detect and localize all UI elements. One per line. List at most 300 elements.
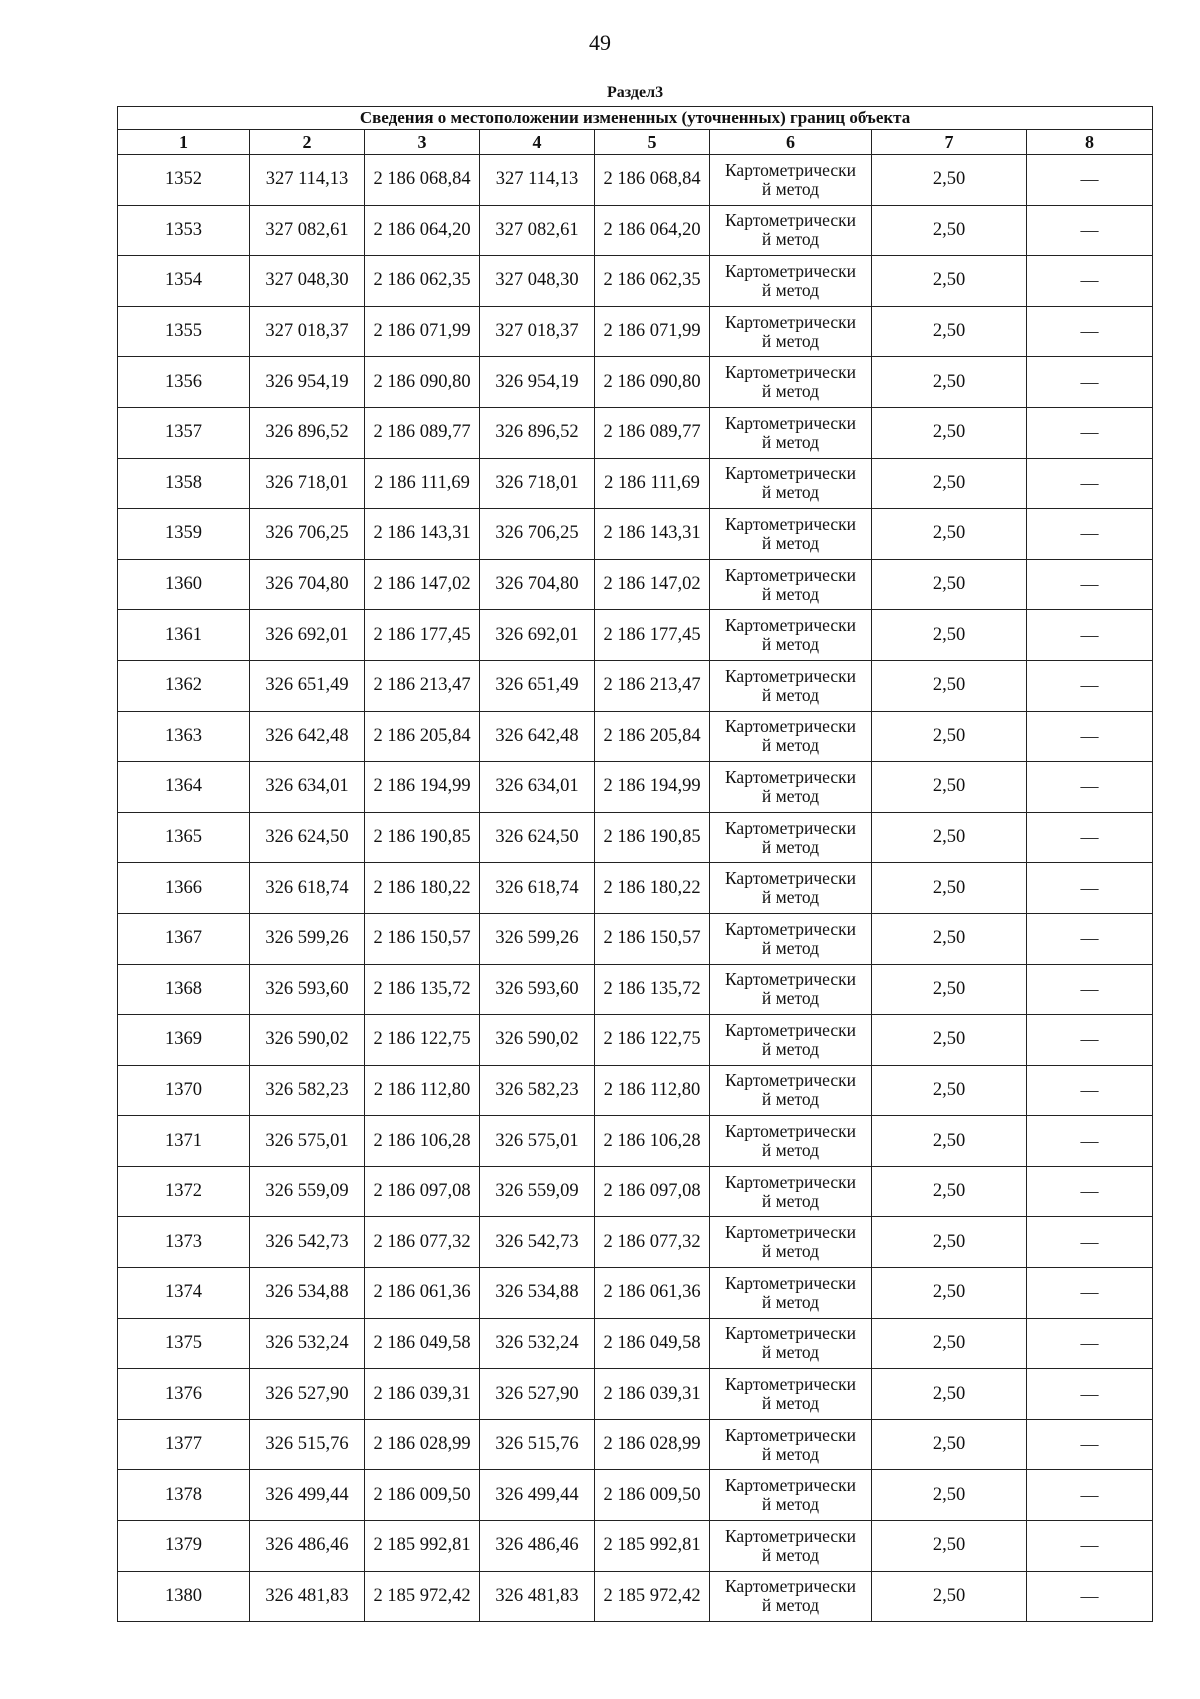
coord-cell: 326 527,90 bbox=[250, 1369, 365, 1420]
note-cell: — bbox=[1027, 711, 1153, 762]
coord-cell: 327 114,13 bbox=[250, 155, 365, 206]
table-row bbox=[118, 306, 1153, 357]
table-row bbox=[118, 1521, 1153, 1572]
method-line: й метод bbox=[761, 583, 820, 604]
table-row bbox=[118, 1369, 1153, 1420]
method-line: Картометрически bbox=[724, 1070, 857, 1091]
note-cell: — bbox=[1027, 407, 1153, 458]
note-cell: — bbox=[1027, 256, 1153, 307]
coord-cell: 2 186 097,08 bbox=[595, 1166, 710, 1217]
table-row bbox=[118, 610, 1153, 661]
coord-cell: 2 186 205,84 bbox=[595, 711, 710, 762]
method-cell bbox=[710, 610, 872, 661]
accuracy-cell: 2,50 bbox=[872, 306, 1027, 357]
coord-cell: 2 186 122,75 bbox=[365, 1015, 480, 1066]
coord-cell: 326 515,76 bbox=[250, 1419, 365, 1470]
method-line: й метод bbox=[761, 937, 820, 958]
coord-cell: 2 186 180,22 bbox=[595, 863, 710, 914]
point-number: 1368 bbox=[118, 964, 250, 1015]
method-line: й метод bbox=[761, 1038, 820, 1059]
table-row bbox=[118, 660, 1153, 711]
coord-cell: 326 599,26 bbox=[480, 913, 595, 964]
note-cell: — bbox=[1027, 660, 1153, 711]
coord-cell: 326 593,60 bbox=[480, 964, 595, 1015]
method-cell bbox=[710, 256, 872, 307]
method-line: й метод bbox=[761, 785, 820, 806]
coord-cell: 326 651,49 bbox=[250, 660, 365, 711]
accuracy-cell: 2,50 bbox=[872, 205, 1027, 256]
method-line: й метод bbox=[761, 1291, 820, 1312]
coord-cell: 2 186 039,31 bbox=[365, 1369, 480, 1420]
note-cell: — bbox=[1027, 913, 1153, 964]
coord-cell: 2 186 150,57 bbox=[365, 913, 480, 964]
coord-cell: 326 499,44 bbox=[250, 1470, 365, 1521]
coord-cell: 327 048,30 bbox=[250, 256, 365, 307]
method-line: й метод bbox=[761, 330, 820, 351]
method-line: Картометрически bbox=[724, 1576, 857, 1597]
coord-cell: 326 515,76 bbox=[480, 1419, 595, 1470]
table-row bbox=[118, 155, 1153, 206]
method-line: Картометрически bbox=[724, 665, 857, 686]
note-cell: — bbox=[1027, 610, 1153, 661]
table-row bbox=[118, 1166, 1153, 1217]
method-cell bbox=[710, 509, 872, 560]
point-number: 1355 bbox=[118, 306, 250, 357]
method-cell bbox=[710, 1065, 872, 1116]
method-line: Картометрически bbox=[724, 766, 857, 787]
method-line: Картометрически bbox=[724, 513, 857, 534]
coord-cell: 326 634,01 bbox=[250, 762, 365, 813]
coord-cell: 326 527,90 bbox=[480, 1369, 595, 1420]
coord-cell: 2 186 068,84 bbox=[595, 155, 710, 206]
accuracy-cell: 2,50 bbox=[872, 711, 1027, 762]
coord-cell: 326 534,88 bbox=[250, 1268, 365, 1319]
table-row bbox=[118, 1217, 1153, 1268]
table-row bbox=[118, 509, 1153, 560]
table-row bbox=[118, 1318, 1153, 1369]
method-line: й метод bbox=[761, 1089, 820, 1110]
coord-cell: 326 618,74 bbox=[480, 863, 595, 914]
method-line: Картометрически bbox=[724, 1374, 857, 1395]
note-cell: — bbox=[1027, 306, 1153, 357]
coord-cell: 2 186 143,31 bbox=[595, 509, 710, 560]
method-cell bbox=[710, 1116, 872, 1167]
note-cell: — bbox=[1027, 1470, 1153, 1521]
method-line: й метод bbox=[761, 1494, 820, 1515]
table-row bbox=[118, 711, 1153, 762]
accuracy-cell: 2,50 bbox=[872, 1217, 1027, 1268]
coord-cell: 2 186 028,99 bbox=[595, 1419, 710, 1470]
table-row bbox=[118, 913, 1153, 964]
coord-cell: 326 692,01 bbox=[480, 610, 595, 661]
coord-cell: 2 186 028,99 bbox=[365, 1419, 480, 1470]
coord-cell: 2 186 009,50 bbox=[365, 1470, 480, 1521]
coord-cell: 326 642,48 bbox=[250, 711, 365, 762]
note-cell: — bbox=[1027, 357, 1153, 408]
method-line: Картометрически bbox=[724, 311, 857, 332]
coord-cell: 2 186 135,72 bbox=[595, 964, 710, 1015]
point-number: 1358 bbox=[118, 458, 250, 509]
note-cell: — bbox=[1027, 1166, 1153, 1217]
coord-cell: 2 186 106,28 bbox=[365, 1116, 480, 1167]
coord-cell: 2 186 064,20 bbox=[595, 205, 710, 256]
column-number: 8 bbox=[1027, 130, 1153, 155]
table-row bbox=[118, 762, 1153, 813]
method-line: Картометрически bbox=[724, 716, 857, 737]
method-line: Картометрически bbox=[724, 1525, 857, 1546]
accuracy-cell: 2,50 bbox=[872, 1571, 1027, 1622]
point-number: 1353 bbox=[118, 205, 250, 256]
method-line: й метод bbox=[761, 381, 820, 402]
accuracy-cell: 2,50 bbox=[872, 1419, 1027, 1470]
point-number: 1352 bbox=[118, 155, 250, 206]
method-cell bbox=[710, 1015, 872, 1066]
table-row bbox=[118, 1116, 1153, 1167]
coord-cell: 2 186 112,80 bbox=[365, 1065, 480, 1116]
table-title: Сведения о местоположении измененных (уточненных) границ объекта bbox=[118, 107, 1153, 130]
coord-cell: 2 186 061,36 bbox=[365, 1268, 480, 1319]
coord-cell: 326 954,19 bbox=[480, 357, 595, 408]
coord-cell: 2 186 213,47 bbox=[595, 660, 710, 711]
coord-cell: 326 704,80 bbox=[480, 559, 595, 610]
method-line: Картометрически bbox=[724, 210, 857, 231]
note-cell: — bbox=[1027, 155, 1153, 206]
point-number: 1360 bbox=[118, 559, 250, 610]
accuracy-cell: 2,50 bbox=[872, 1318, 1027, 1369]
point-number: 1356 bbox=[118, 357, 250, 408]
method-line: й метод bbox=[761, 431, 820, 452]
method-line: й метод bbox=[761, 1393, 820, 1414]
point-number: 1375 bbox=[118, 1318, 250, 1369]
coord-cell: 2 186 190,85 bbox=[595, 812, 710, 863]
coord-cell: 326 692,01 bbox=[250, 610, 365, 661]
method-cell bbox=[710, 863, 872, 914]
coord-cell: 2 185 992,81 bbox=[365, 1521, 480, 1572]
coord-cell: 327 048,30 bbox=[480, 256, 595, 307]
coord-cell: 2 186 122,75 bbox=[595, 1015, 710, 1066]
method-line: й метод bbox=[761, 887, 820, 908]
coord-cell: 2 186 111,69 bbox=[595, 458, 710, 509]
method-cell bbox=[710, 1521, 872, 1572]
section-label: Раздел3 bbox=[607, 84, 664, 101]
method-cell bbox=[710, 762, 872, 813]
coord-cell: 326 532,24 bbox=[480, 1318, 595, 1369]
method-line: й метод bbox=[761, 532, 820, 553]
method-cell bbox=[710, 306, 872, 357]
method-line: Картометрически bbox=[724, 817, 857, 838]
point-number: 1365 bbox=[118, 812, 250, 863]
accuracy-cell: 2,50 bbox=[872, 1015, 1027, 1066]
coord-cell: 327 114,13 bbox=[480, 155, 595, 206]
accuracy-cell: 2,50 bbox=[872, 812, 1027, 863]
page-number: 49 bbox=[589, 30, 611, 55]
accuracy-cell: 2,50 bbox=[872, 762, 1027, 813]
method-cell bbox=[710, 1268, 872, 1319]
coord-cell: 326 599,26 bbox=[250, 913, 365, 964]
method-line: Картометрически bbox=[724, 1171, 857, 1192]
coord-cell: 2 185 972,42 bbox=[595, 1571, 710, 1622]
method-line: Картометрически bbox=[724, 159, 857, 180]
note-cell: — bbox=[1027, 559, 1153, 610]
accuracy-cell: 2,50 bbox=[872, 407, 1027, 458]
coord-cell: 326 624,50 bbox=[250, 812, 365, 863]
note-cell: — bbox=[1027, 1369, 1153, 1420]
point-number: 1380 bbox=[118, 1571, 250, 1622]
point-number: 1362 bbox=[118, 660, 250, 711]
table-row bbox=[118, 205, 1153, 256]
coord-cell: 2 186 064,20 bbox=[365, 205, 480, 256]
coord-cell: 326 618,74 bbox=[250, 863, 365, 914]
note-cell: — bbox=[1027, 964, 1153, 1015]
method-cell bbox=[710, 913, 872, 964]
table-row bbox=[118, 357, 1153, 408]
note-cell: — bbox=[1027, 762, 1153, 813]
coord-cell: 2 186 205,84 bbox=[365, 711, 480, 762]
coord-cell: 326 642,48 bbox=[480, 711, 595, 762]
note-cell: — bbox=[1027, 1065, 1153, 1116]
method-cell bbox=[710, 1470, 872, 1521]
coord-cell: 2 186 089,77 bbox=[365, 407, 480, 458]
note-cell: — bbox=[1027, 205, 1153, 256]
coord-cell: 326 593,60 bbox=[250, 964, 365, 1015]
coord-cell: 2 186 068,84 bbox=[365, 155, 480, 206]
table-row bbox=[118, 1065, 1153, 1116]
method-line: й метод bbox=[761, 1544, 820, 1565]
note-cell: — bbox=[1027, 1318, 1153, 1369]
point-number: 1378 bbox=[118, 1470, 250, 1521]
coord-cell: 326 706,25 bbox=[480, 509, 595, 560]
section-label-cell bbox=[118, 80, 1153, 107]
coord-cell: 2 186 062,35 bbox=[365, 256, 480, 307]
accuracy-cell: 2,50 bbox=[872, 1116, 1027, 1167]
accuracy-cell: 2,50 bbox=[872, 155, 1027, 206]
point-number: 1363 bbox=[118, 711, 250, 762]
accuracy-cell: 2,50 bbox=[872, 1470, 1027, 1521]
accuracy-cell: 2,50 bbox=[872, 256, 1027, 307]
method-line: й метод bbox=[761, 735, 820, 756]
method-line: й метод bbox=[761, 1443, 820, 1464]
table-row bbox=[118, 1419, 1153, 1470]
coord-cell: 2 186 009,50 bbox=[595, 1470, 710, 1521]
table-row bbox=[118, 812, 1153, 863]
column-number-row bbox=[118, 130, 1153, 155]
method-line: Картометрически bbox=[724, 463, 857, 484]
table-row bbox=[118, 1470, 1153, 1521]
point-number: 1372 bbox=[118, 1166, 250, 1217]
method-line: й метод bbox=[761, 634, 820, 655]
method-line: Картометрически bbox=[724, 1019, 857, 1040]
method-cell bbox=[710, 1217, 872, 1268]
method-cell bbox=[710, 1369, 872, 1420]
method-line: Картометрически bbox=[724, 1121, 857, 1142]
accuracy-cell: 2,50 bbox=[872, 610, 1027, 661]
point-number: 1369 bbox=[118, 1015, 250, 1066]
method-cell bbox=[710, 711, 872, 762]
column-number: 1 bbox=[118, 130, 250, 155]
coord-cell: 327 018,37 bbox=[480, 306, 595, 357]
coord-cell: 2 186 061,36 bbox=[595, 1268, 710, 1319]
point-number: 1367 bbox=[118, 913, 250, 964]
column-number: 7 bbox=[872, 130, 1027, 155]
coord-cell: 326 575,01 bbox=[480, 1116, 595, 1167]
coord-cell: 326 718,01 bbox=[480, 458, 595, 509]
point-number: 1374 bbox=[118, 1268, 250, 1319]
method-line: й метод bbox=[761, 279, 820, 300]
method-cell bbox=[710, 1571, 872, 1622]
note-cell: — bbox=[1027, 812, 1153, 863]
coord-cell: 327 018,37 bbox=[250, 306, 365, 357]
accuracy-cell: 2,50 bbox=[872, 1166, 1027, 1217]
coord-cell: 326 706,25 bbox=[250, 509, 365, 560]
table-row bbox=[118, 1268, 1153, 1319]
method-line: й метод bbox=[761, 1140, 820, 1161]
accuracy-cell: 2,50 bbox=[872, 509, 1027, 560]
table-row bbox=[118, 407, 1153, 458]
method-line: Картометрически bbox=[724, 1323, 857, 1344]
coord-cell: 2 186 177,45 bbox=[365, 610, 480, 661]
coord-cell: 2 186 135,72 bbox=[365, 964, 480, 1015]
point-number: 1376 bbox=[118, 1369, 250, 1420]
coord-cell: 2 186 213,47 bbox=[365, 660, 480, 711]
method-line: Картометрически bbox=[724, 412, 857, 433]
method-line: й метод bbox=[761, 178, 820, 199]
coord-cell: 2 186 194,99 bbox=[595, 762, 710, 813]
accuracy-cell: 2,50 bbox=[872, 964, 1027, 1015]
coord-cell: 326 896,52 bbox=[250, 407, 365, 458]
coord-cell: 2 185 972,42 bbox=[365, 1571, 480, 1622]
coord-cell: 2 186 049,58 bbox=[365, 1318, 480, 1369]
method-line: Картометрически bbox=[724, 260, 857, 281]
method-cell bbox=[710, 205, 872, 256]
note-cell: — bbox=[1027, 458, 1153, 509]
method-line: Картометрически bbox=[724, 362, 857, 383]
accuracy-cell: 2,50 bbox=[872, 458, 1027, 509]
note-cell: — bbox=[1027, 1268, 1153, 1319]
method-line: й метод bbox=[761, 229, 820, 250]
note-cell: — bbox=[1027, 1571, 1153, 1622]
coord-cell: 326 575,01 bbox=[250, 1116, 365, 1167]
method-line: Картометрически bbox=[724, 615, 857, 636]
method-cell bbox=[710, 559, 872, 610]
point-number: 1364 bbox=[118, 762, 250, 813]
coord-cell: 2 186 062,35 bbox=[595, 256, 710, 307]
coord-cell: 326 582,23 bbox=[250, 1065, 365, 1116]
point-number: 1371 bbox=[118, 1116, 250, 1167]
coord-cell: 2 186 090,80 bbox=[365, 357, 480, 408]
method-cell bbox=[710, 1166, 872, 1217]
coord-cell: 326 486,46 bbox=[480, 1521, 595, 1572]
coord-cell: 326 499,44 bbox=[480, 1470, 595, 1521]
coord-cell: 2 186 147,02 bbox=[365, 559, 480, 610]
method-line: й метод bbox=[761, 1241, 820, 1262]
coord-cell: 2 186 190,85 bbox=[365, 812, 480, 863]
method-cell bbox=[710, 1419, 872, 1470]
accuracy-cell: 2,50 bbox=[872, 1268, 1027, 1319]
coord-cell: 326 590,02 bbox=[250, 1015, 365, 1066]
table-row bbox=[118, 863, 1153, 914]
coord-cell: 326 542,73 bbox=[250, 1217, 365, 1268]
coord-cell: 326 704,80 bbox=[250, 559, 365, 610]
boundary-coordinates-table bbox=[117, 80, 1153, 1622]
coord-cell: 326 896,52 bbox=[480, 407, 595, 458]
accuracy-cell: 2,50 bbox=[872, 357, 1027, 408]
coord-cell: 326 624,50 bbox=[480, 812, 595, 863]
method-line: Картометрически bbox=[724, 1475, 857, 1496]
note-cell: — bbox=[1027, 1116, 1153, 1167]
column-number: 2 bbox=[250, 130, 365, 155]
coord-cell: 2 186 049,58 bbox=[595, 1318, 710, 1369]
table-title-row bbox=[118, 107, 1153, 130]
note-cell: — bbox=[1027, 1521, 1153, 1572]
method-cell bbox=[710, 660, 872, 711]
coord-cell: 2 186 194,99 bbox=[365, 762, 480, 813]
coord-cell: 326 532,24 bbox=[250, 1318, 365, 1369]
method-line: й метод bbox=[761, 1190, 820, 1211]
coord-cell: 327 082,61 bbox=[480, 205, 595, 256]
coord-cell: 326 634,01 bbox=[480, 762, 595, 813]
coord-cell: 2 186 147,02 bbox=[595, 559, 710, 610]
coord-cell: 326 954,19 bbox=[250, 357, 365, 408]
method-line: Картометрически bbox=[724, 868, 857, 889]
coord-cell: 326 590,02 bbox=[480, 1015, 595, 1066]
point-number: 1366 bbox=[118, 863, 250, 914]
method-line: й метод bbox=[761, 1342, 820, 1363]
table-body bbox=[118, 155, 1153, 1622]
coord-cell: 2 186 106,28 bbox=[595, 1116, 710, 1167]
method-cell bbox=[710, 812, 872, 863]
coord-cell: 2 186 150,57 bbox=[595, 913, 710, 964]
coord-cell: 2 186 112,80 bbox=[595, 1065, 710, 1116]
accuracy-cell: 2,50 bbox=[872, 559, 1027, 610]
table-row bbox=[118, 1571, 1153, 1622]
method-line: й метод bbox=[761, 1595, 820, 1616]
coord-cell: 326 718,01 bbox=[250, 458, 365, 509]
method-line: й метод bbox=[761, 482, 820, 503]
coord-cell: 2 186 177,45 bbox=[595, 610, 710, 661]
coord-cell: 2 186 089,77 bbox=[595, 407, 710, 458]
coord-cell: 2 186 039,31 bbox=[595, 1369, 710, 1420]
coord-cell: 2 186 077,32 bbox=[595, 1217, 710, 1268]
method-cell bbox=[710, 964, 872, 1015]
coord-cell: 326 559,09 bbox=[250, 1166, 365, 1217]
method-line: Картометрически bbox=[724, 564, 857, 585]
method-line: Картометрически bbox=[724, 969, 857, 990]
point-number: 1357 bbox=[118, 407, 250, 458]
coord-cell: 2 186 071,99 bbox=[365, 306, 480, 357]
coord-cell: 326 651,49 bbox=[480, 660, 595, 711]
method-line: Картометрически bbox=[724, 918, 857, 939]
point-number: 1361 bbox=[118, 610, 250, 661]
accuracy-cell: 2,50 bbox=[872, 660, 1027, 711]
point-number: 1370 bbox=[118, 1065, 250, 1116]
coord-cell: 326 534,88 bbox=[480, 1268, 595, 1319]
table-row bbox=[118, 1015, 1153, 1066]
table-row bbox=[118, 964, 1153, 1015]
column-number: 5 bbox=[595, 130, 710, 155]
method-line: й метод bbox=[761, 684, 820, 705]
note-cell: — bbox=[1027, 1419, 1153, 1470]
method-cell bbox=[710, 1318, 872, 1369]
coord-cell: 2 186 180,22 bbox=[365, 863, 480, 914]
coord-cell: 2 186 143,31 bbox=[365, 509, 480, 560]
column-number: 6 bbox=[710, 130, 872, 155]
coord-cell: 327 082,61 bbox=[250, 205, 365, 256]
coord-cell: 2 185 992,81 bbox=[595, 1521, 710, 1572]
method-cell bbox=[710, 407, 872, 458]
method-line: Картометрически bbox=[724, 1272, 857, 1293]
point-number: 1379 bbox=[118, 1521, 250, 1572]
coord-cell: 2 186 071,99 bbox=[595, 306, 710, 357]
